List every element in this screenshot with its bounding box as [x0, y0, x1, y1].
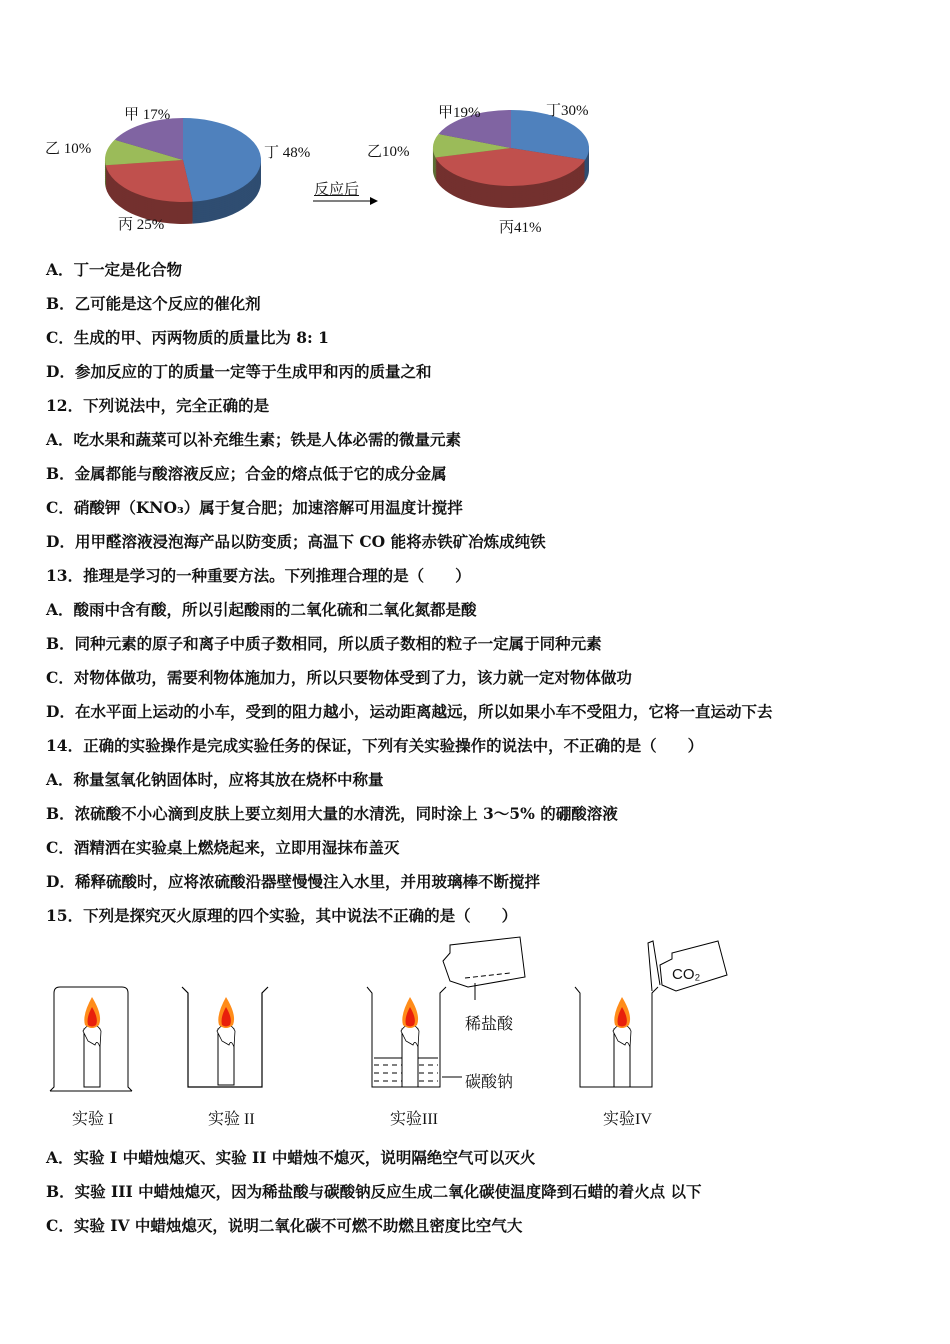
carbonate-label: 碳酸钠	[465, 1074, 514, 1091]
pie2-label-jia: 甲19%	[438, 105, 481, 121]
text-line: A．称量氢氧化钠固体时，应将其放在烧杯中称量	[46, 770, 384, 789]
text-line: C．对物体做功，需要利物体施加力，所以只要物体受到了力，该力就一定对物体做功	[46, 668, 632, 687]
text-line: A．丁一定是化合物	[46, 260, 183, 279]
text-line: D．参加反应的丁的质量一定等于生成甲和丙的质量之和	[46, 362, 432, 381]
experiment-4-beaker	[575, 941, 727, 1087]
pie2-label-bing: 丙41%	[499, 220, 542, 236]
text-line: 15．下列是探究灭火原理的四个实验，其中说法不正确的是（ ）	[46, 906, 518, 925]
pie2-label-ding: 丁30%	[546, 103, 589, 119]
option-line: A．实验 I 中蜡烛熄灭、实验 II 中蜡烛不熄灭，说明隔绝空气可以灭火	[46, 1148, 536, 1167]
text-line: 12．下列说法中，完全正确的是	[46, 396, 270, 415]
text-line: A．吃水果和蔬菜可以补充维生素；铁是人体必需的微量元素	[46, 430, 462, 449]
text-line: B．乙可能是这个反应的催化剂	[46, 294, 261, 313]
text-line: B．浓硫酸不小心滴到皮肤上要立刻用大量的水清洗，同时涂上 3～5% 的硼酸溶液	[46, 804, 618, 823]
pie1-label-ding: 丁 48%	[264, 145, 311, 161]
experiment-2-label: 实验 II	[208, 1111, 255, 1128]
pie1-label-yi: 乙 10%	[45, 141, 92, 157]
text-line: A．酸雨中含有酸，所以引起酸雨的二氧化硫和二氧化氮都是酸	[46, 600, 477, 619]
text-line: C．硝酸钾（KNO₃）属于复合肥；加速溶解可用温度计搅拌	[46, 498, 463, 517]
text-line: 13．推理是学习的一种重要方法。下列推理合理的是（ ）	[46, 566, 471, 585]
arrow-head	[370, 197, 378, 205]
text-line: 14．正确的实验操作是完成实验任务的保证，下列有关实验操作的说法中，不正确的是（ ）	[46, 736, 704, 755]
acid-label: 稀盐酸	[465, 1016, 514, 1033]
co2-label: CO₂	[672, 966, 701, 983]
arrow-label: 反应后	[314, 182, 360, 198]
pie1-label-bing: 丙 25%	[118, 217, 165, 233]
text-line: B．金属都能与酸溶液反应；合金的熔点低于它的成分金属	[46, 464, 447, 483]
text-line: C．酒精洒在实验桌上燃烧起来，立即用湿抹布盖灭	[46, 838, 400, 857]
experiment-1-label: 实验 I	[72, 1111, 114, 1128]
text-line: D．稀释硫酸时，应将浓硫酸沿器壁慢慢注入水里，并用玻璃棒不断搅拌	[46, 872, 540, 891]
candle-with-flame-icon	[613, 997, 631, 1087]
option-line: C．实验 IV 中蜡烛熄灭，说明二氧化碳不可燃不助燃且密度比空气大	[46, 1216, 523, 1235]
text-line: B．同种元素的原子和离子中质子数相同，所以质子数相的粒子一定属于同种元素	[46, 634, 602, 653]
text-line: D．用甲醛溶液浸泡海产品以防变质；高温下 CO 能将赤铁矿冶炼成纯铁	[46, 532, 546, 551]
experiment-figure	[0, 935, 950, 1135]
text-line: C．生成的甲、丙两物质的质量比为 8: 1	[46, 328, 329, 347]
experiment-4-label: 实验IV	[603, 1111, 652, 1128]
pie1-label-jia: 甲 17%	[124, 107, 171, 123]
candle-with-flame-icon	[217, 997, 235, 1085]
pie2-label-yi: 乙10%	[367, 144, 410, 160]
text-line: D．在水平面上运动的小车，受到的阻力越小，运动距离越远，所以如果小车不受阻力，它将一直运动下去	[46, 702, 773, 721]
option-line: B．实验 III 中蜡烛熄灭，因为稀盐酸与碳酸钠反应生成二氧化碳使温度降到石蜡的着火点 以下	[46, 1182, 702, 1201]
experiment-3-label: 实验III	[390, 1111, 438, 1128]
candle-with-flame-icon	[401, 997, 419, 1087]
candle-with-flame-icon	[83, 997, 101, 1087]
